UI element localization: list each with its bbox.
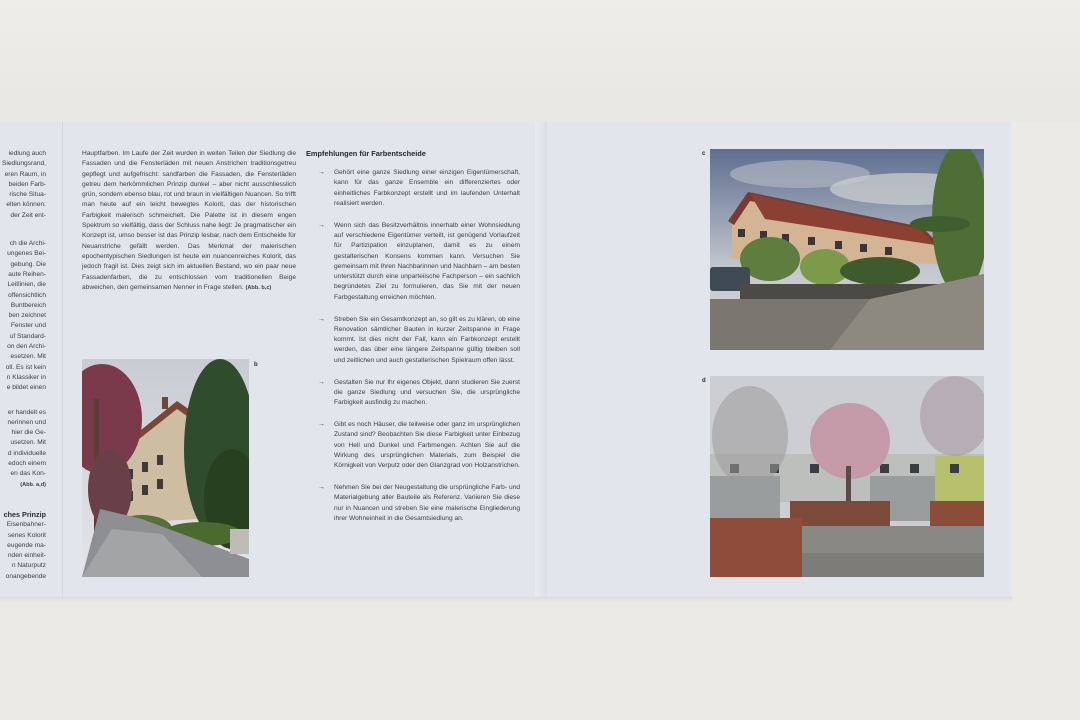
body-paragraph: Hauptfarben. Im Laufe der Zeit wurden in weiten Teilen der Siedlung die Fassaden und die Fensterläden mit neuen Anstrichen traditionsgetreu gepflegt und aufgefrischt: sandfarben die Fassaden, die Fensterläden getreu dem herkömmlichen Prinzip dunkel – aber nicht ausschliesslich grün, sondern ebenso blau, rot und braun in vielfältigen Nuancen. So trifft man heute auf ein leicht bewegtes Kolorit, das der historischen Farbigkeit malerisch schmeichelt. Die Palette ist in diesem engen Spektrum so vielfältig, dass der Schluss nahe liegt: Je pragmatischer ein Konzept ist, umso besser ist das Prinzip lesbar, nach dem Entscheide für Neuanstriche gefällt werden. Das Merkmal der malerischen epochentypischen Siedlungen ist heute ein nuancenreiches Kolorit, das jedoch fragil ist. Dies zeigt sich im aktuellen Bestand, wo ein paar neue Fassadenfarben, die zu entschlossen vom traditionellen Beige abweichen, den gemeinsamen Nenner in Frage stellen. (82, 150, 296, 291)
background-surface (0, 0, 1080, 122)
text-line: Fenster und (10, 322, 46, 330)
recommendation-text: Gestalten Sie nur Ihr eigenes Objekt, dann studieren Sie zuerst die ganze Siedlung und versuchen Sie, die ursprüngliche Farbigkeit ausfindig zu machen. (334, 378, 520, 407)
middle-column-text (82, 149, 296, 293)
recommendation-item (306, 168, 520, 209)
recommendation-text: Gehört eine ganze Siedlung einer einzigen Eigentümerschaft, kann für das ganze Ensemble ein differenziertes oder einheitliches Farbkonzept erstellt und im laufenden Unterhalt realisiert werden. (334, 169, 520, 207)
recommendation-item (306, 221, 520, 303)
text-line: Buntbereich (10, 301, 46, 309)
photo-b-row-houses (82, 359, 249, 577)
text-line: elten können: (6, 201, 46, 209)
photo-c-street-houses (710, 149, 984, 350)
recommendations-column (306, 149, 520, 536)
text-line: n Klassiker in (6, 373, 46, 381)
figure-reference: (Abb. a,d) (20, 481, 46, 488)
text-line: nerinnen und (7, 418, 46, 426)
recommendation-item (306, 483, 520, 524)
arrow-right-icon: → (318, 169, 325, 176)
recommendation-item (306, 420, 520, 471)
text-line: aute Reihen- (8, 270, 46, 278)
text-line: ben zeichnet (8, 312, 46, 320)
text-line: on den Archi- (7, 343, 46, 351)
text-line: onangebende (5, 572, 46, 580)
text-line: oll. Es ist kein (5, 363, 46, 371)
text-line: beiden Farb- (8, 180, 46, 188)
text-line: offensichtlich (8, 291, 46, 299)
figure-reference: (Abb. b,c) (245, 284, 272, 291)
text-line: iedlung auch (8, 150, 46, 157)
text-line: n Naturputz (11, 562, 46, 570)
text-line: Leitlinien, die (7, 281, 46, 289)
recommendation-item (306, 378, 520, 409)
arrow-right-icon: → (318, 221, 325, 229)
recommendation-text: Wenn sich das Besitzverhältnis innerhalb einer Wohnsiedlung auf verschiedene Eigentümer verteilt, ist genügend Vorlaufzeit für Partizipation einzuplanen, damit es zu einem gestalterischen Konsens kommen kann. Versuchen Sie gemeinsam mit Ihren Nachbarinnen und Nachbarn – am besten unterstützt durch eine unparteiische Fachperson – ein sachlich begründetes Ziel zu formulieren, das Sie mit der neuen Farbgestaltung erreichen möchten. (334, 221, 520, 301)
caption-c: c (702, 151, 706, 157)
section-heading: ches Prinzip (3, 509, 46, 519)
text-line: ch die Archi- (9, 240, 46, 248)
recommendation-item (306, 315, 520, 366)
arrow-right-icon: → (318, 420, 325, 428)
left-column-text (0, 149, 46, 582)
text-line: ungenes Bei- (7, 250, 46, 258)
page-fold (62, 122, 63, 597)
recommendation-text: Streben Sie ein Gesamtkonzept an, so gilt es zu klären, ob eine Renovation sämtlicher Bauten in kurzer Zeitspanne in Frage kommt. Ist dies nicht der Fall, kann ein Farbkonzept erstellt werden, das über eine längere Zeitspanne gültig bleiben soll und zeitlichen und auch gestalterischen Spielraum offen lässt. (334, 315, 520, 364)
text-line: e bildet einen (6, 384, 46, 392)
text-line: d individuelle (7, 449, 46, 457)
text-line: eren Raum, in (4, 170, 46, 178)
caption-b: b (254, 362, 258, 368)
caption-d: d (702, 378, 706, 384)
arrow-right-icon: → (318, 315, 325, 323)
arrow-right-icon: → (318, 378, 325, 386)
photo-d-blossom-houses (710, 376, 984, 577)
text-line: hier die Ge- (11, 429, 46, 437)
recommendation-text: Gibt es noch Häuser, die teilweise oder ganz im ursprünglichen Zustand sind? Beobachten Sie diese Farbigkeit unter Einbezug von Hell und Dunkel und Farbmengen. Achten Sie auf die Wirkung des ursprünglichen Materials, zum Beispiel die Körnigkeit von Verputz oder den Glanzgrad von Holzanstrichen. (334, 420, 520, 470)
text-line: senes Kolorit (7, 531, 46, 539)
page-fold (535, 122, 547, 597)
text-line: usetzen. Mit (10, 439, 46, 447)
text-line: edoch einem (8, 460, 46, 468)
brochure-spread (0, 122, 1011, 597)
text-line: esetzen. Mit (10, 353, 46, 361)
text-line: gebung. Die (10, 260, 46, 268)
text-line: nden einheit- (7, 552, 46, 560)
text-line: Siedlungsrand, (2, 160, 46, 168)
text-line: rische Situa- (9, 191, 46, 199)
text-line: er handelt es (7, 408, 46, 416)
text-line: Eisenbahner- (6, 521, 46, 529)
text-line: en das Kon- (10, 470, 46, 478)
text-line: der Zeit ent- (10, 211, 46, 219)
arrow-right-icon: → (318, 483, 325, 491)
recommendations-heading: Empfehlungen für Farbentscheide (306, 149, 426, 158)
text-line: eugende ma- (7, 541, 46, 549)
recommendation-text: Nehmen Sie bei der Neugestaltung die ursprüngliche Farb- und Materialgebung aller Bauteile als Referenz. Variieren Sie diese nur in Nuancen und streben Sie eine malerische Eingliederung ihrer Wohneinheit in die Gesamtsiedlung an. (334, 483, 520, 522)
text-line: uf Standard- (9, 332, 46, 340)
